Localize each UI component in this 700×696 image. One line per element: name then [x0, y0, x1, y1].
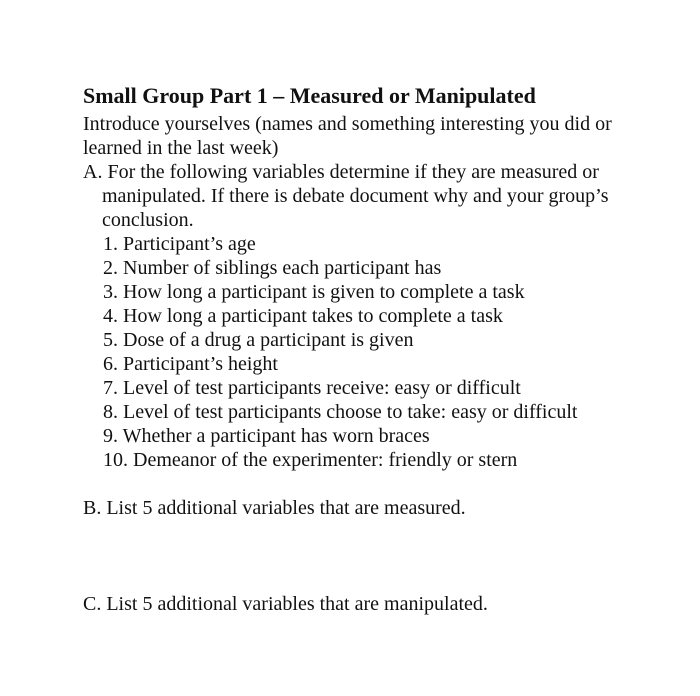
list-item: 2. Number of siblings each participant has — [103, 257, 442, 279]
variable-list — [83, 232, 683, 472]
list-item: 6. Participant’s height — [103, 353, 278, 375]
list-item: 1. Participant’s age — [103, 233, 256, 255]
list-item: 10. Demeanor of the experimenter: friendly or stern — [103, 449, 518, 471]
section-b-instructions: B. List 5 additional variables that are measured. — [83, 497, 466, 519]
list-item: 9. Whether a participant has worn braces — [103, 425, 430, 447]
section-c-instructions: C. List 5 additional variables that are manipulated. — [83, 593, 488, 615]
list-item: 8. Level of test participants choose to take: easy or difficult — [103, 401, 578, 423]
document-page — [83, 82, 683, 616]
document-title: Small Group Part 1 – Measured or Manipulated — [83, 83, 536, 108]
list-item: 5. Dose of a drug a participant is given — [103, 329, 414, 351]
section-a-instructions: A. For the following variables determine if they are measured or manipulated. If there is debate document why and your group’s conclusion. — [83, 161, 609, 231]
list-item: 7. Level of test participants receive: easy or difficult — [103, 377, 521, 399]
list-item: 4. How long a participant takes to complete a task — [103, 305, 503, 327]
intro-paragraph: Introduce yourselves (names and something interesting you did or learned in the last week) — [83, 113, 612, 159]
list-item: 3. How long a participant is given to complete a task — [103, 281, 525, 303]
